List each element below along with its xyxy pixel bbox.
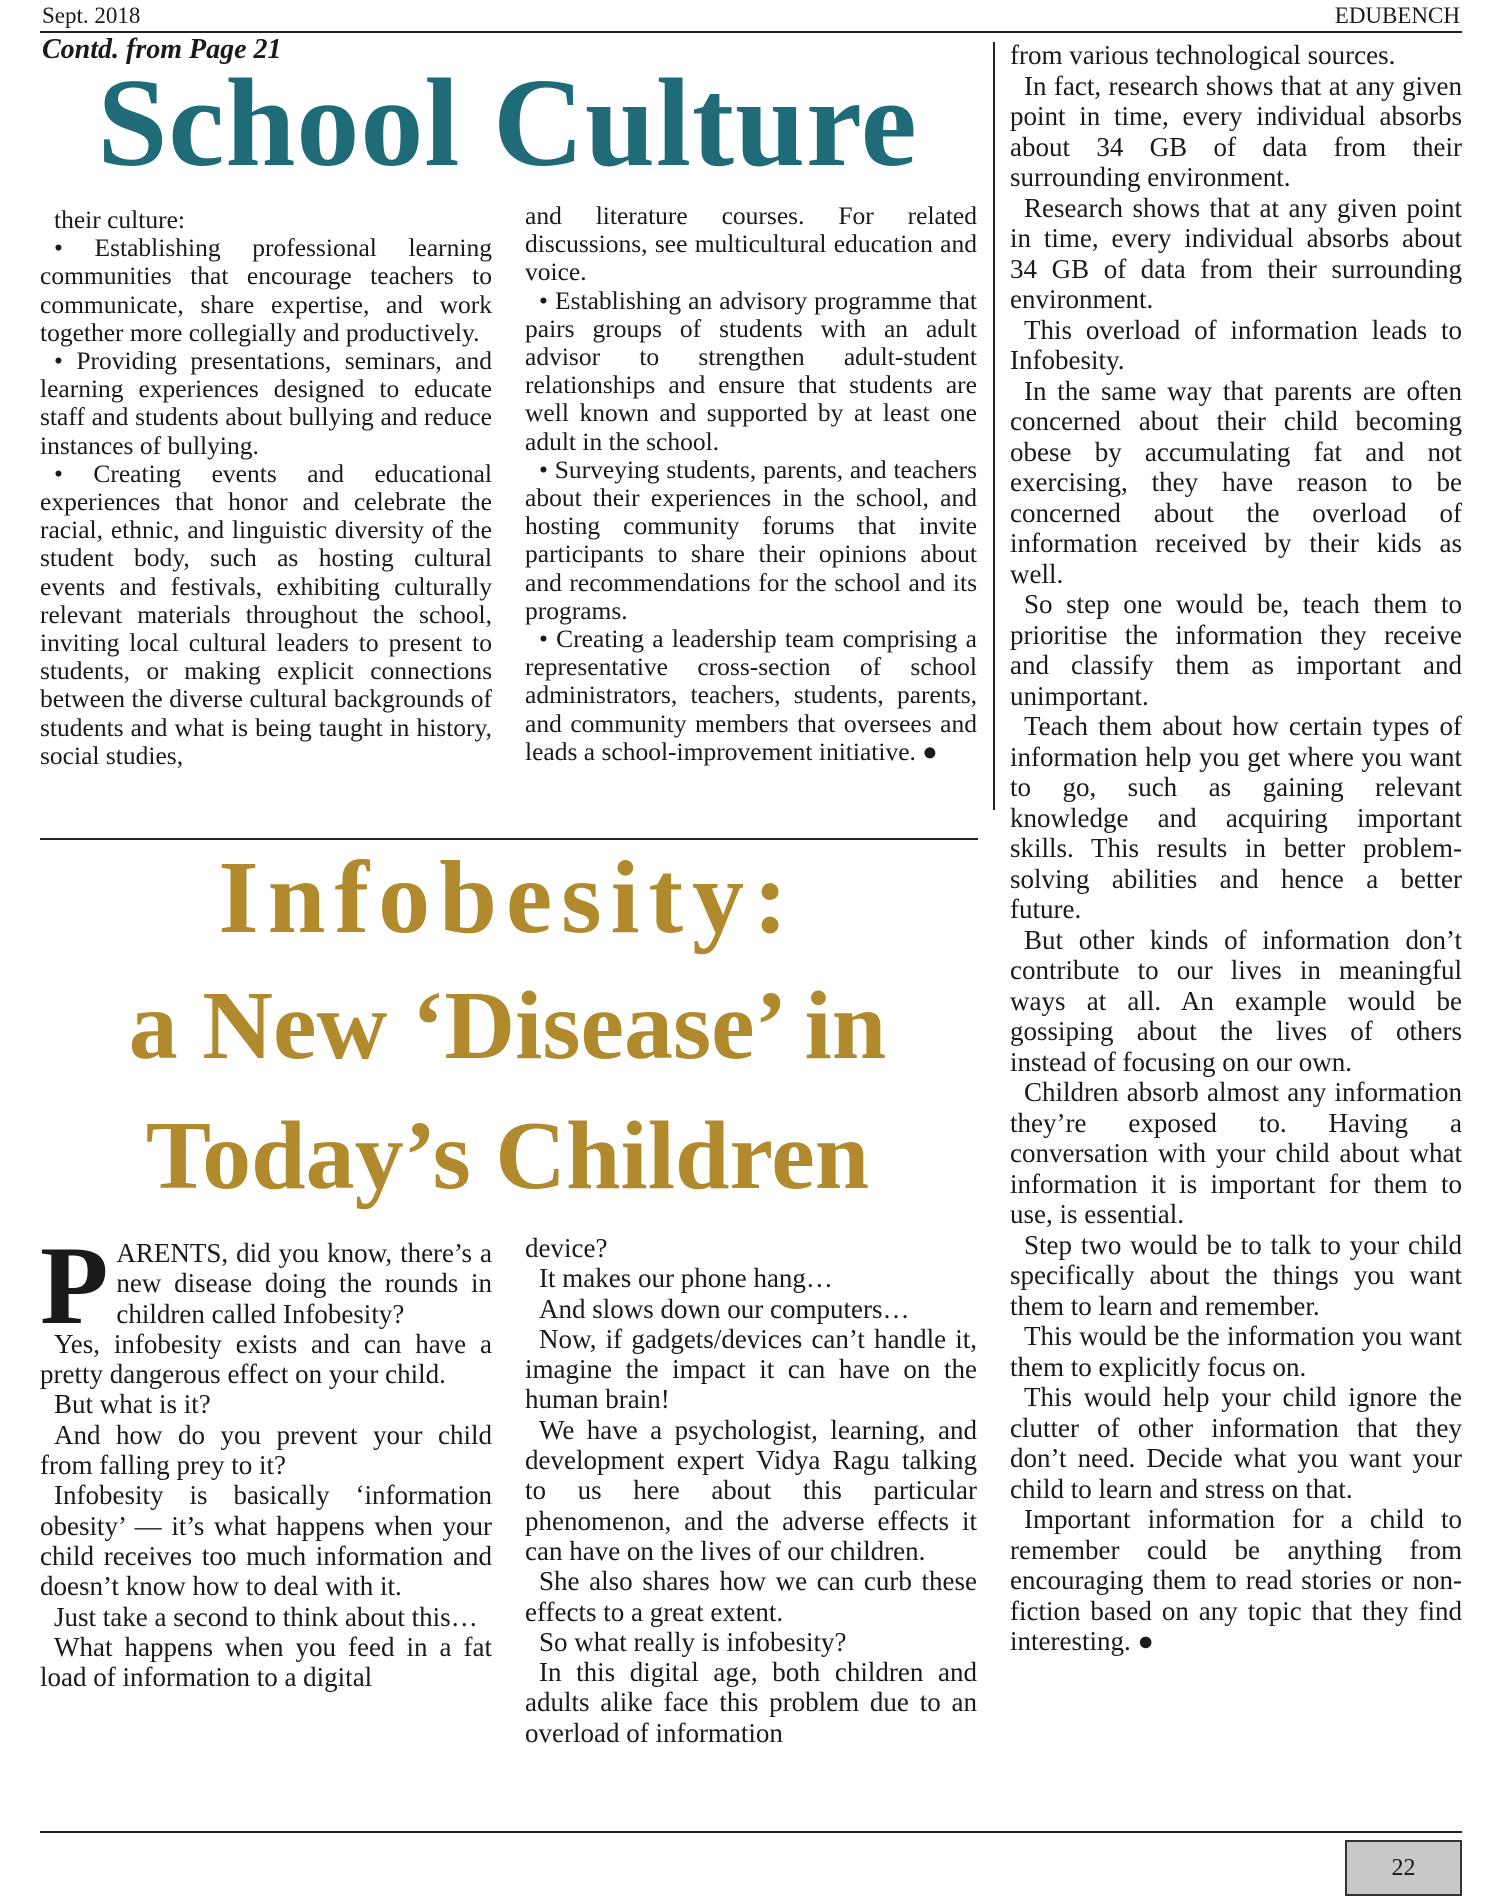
school-culture-title: School Culture xyxy=(97,54,918,193)
paragraph: • Creating events and educational experiences that honor and celebrate the racial, ethnic, and linguistic diversity of the student body, such as hosting cultural events and festivals, exhibiting culturally relevant materials throughout the school, inviting local cultural leaders to present to students, or making explicit connections between the diverse cultural backgrounds of students and what is being taught in history, social studies, xyxy=(40,458,492,770)
paragraph: This would help your child ignore the clutter of other information that they don’t need. Decide what you want your child to learn and stress on that. xyxy=(1010,1382,1462,1504)
school-culture-column-2 xyxy=(525,202,977,766)
paragraph: This would be the information you want them to explicitly focus on. xyxy=(1010,1321,1462,1382)
paragraph: Children absorb almost any information they’re exposed to. Having a conversation with your child about what information it is important for them to use, is essential. xyxy=(1010,1077,1462,1229)
paragraph: In this digital age, both children and adults alike face this problem due to an overload of information xyxy=(525,1657,977,1748)
paragraph: • Creating a leadership team comprising a representative cross-section of school administrators, teachers, students, parents, and community members that oversees and leads a school-improvement initiative. ● xyxy=(525,624,977,766)
paragraph: So what really is infobesity? xyxy=(539,1626,847,1657)
school-culture-column-1 xyxy=(40,206,492,770)
publication-name: EDUBENCH xyxy=(1334,3,1460,28)
paragraph: • Providing presentations, seminars, and learning experiences designed to educate staff and students about bullying and reduce instances of bullying. xyxy=(40,346,492,460)
paragraph: But what is it? xyxy=(54,1389,211,1420)
paragraph: What happens when you feed in a fat load of information to a digital xyxy=(40,1631,492,1693)
paragraph: and literature courses. For related discussions, see multicultural education and voice. xyxy=(525,201,977,287)
paragraph: We have a psychologist, learning, and development expert Vidya Ragu talking to us here about this particular phenomenon, and the adverse effects it can have on the lives of our children. xyxy=(525,1414,977,1566)
paragraph: Now, if gadgets/devices can’t handle it, imagine the impact it can have on the human brain! xyxy=(525,1323,977,1415)
issue-date: Sept. 2018 xyxy=(42,3,141,28)
header-rule xyxy=(40,31,1462,33)
column-separator xyxy=(993,42,995,810)
opening-text: ARENTS, did you know, there’s a new disease doing the rounds in children called Infobesity? xyxy=(116,1238,492,1329)
paragraph: their culture: xyxy=(54,205,185,234)
paragraph: from various technological sources. xyxy=(1010,40,1396,70)
paragraph: In fact, research shows that at any given point in time, every individual absorbs about 34 GB of data from their surrounding environment. xyxy=(1010,70,1462,192)
paragraph: And slows down our computers… xyxy=(539,1293,910,1324)
paragraph: Just take a second to think about this… xyxy=(54,1601,478,1632)
paragraph: This overload of information leads to Infobesity. xyxy=(1010,314,1462,375)
paragraph: Teach them about how certain types of information help you get where you want to go, such as gaining relevant knowledge and acquiring important skills. This results in better problem-solving abilities and hence a better future. xyxy=(1010,711,1462,924)
infobesity-column-1 xyxy=(40,1224,492,1693)
drop-cap: P xyxy=(40,1224,109,1348)
paragraph: In the same way that parents are often concerned about their child becoming obese by accumulating fat and not exercising, they have reason to be concerned about the overload of information received by their kids as well. xyxy=(1010,375,1462,589)
paragraph: And how do you prevent your child from falling prey to it? xyxy=(40,1419,492,1481)
paragraph: So step one would be, teach them to prioritise the information they receive and classify them as important and unimportant. xyxy=(1010,589,1462,711)
paragraph: • Establishing professional learning communities that encourage teachers to communicate, share expertise, and work together more collegially and productively. xyxy=(40,233,492,347)
paragraph: Research shows that at any given point in time, every individual absorbs about 34 GB of data from their surrounding environment. xyxy=(1010,192,1462,314)
paragraph: • Surveying students, parents, and teachers about their experiences in the school, and hosting community forums that invite participants to share their opinions about and recommendations for the school and its programs. xyxy=(525,454,977,625)
paragraph: But other kinds of information don’t contribute to our lives in meaningful ways at all. An example would be gossiping about the lives of others instead of focusing on our own. xyxy=(1010,924,1462,1077)
paragraph: She also shares how we can curb these effects to a great extent. xyxy=(525,1566,977,1627)
continued-note: Contd. from Page 21 xyxy=(42,34,282,65)
paragraph: It makes our phone hang… xyxy=(539,1263,833,1294)
page-number: 22 xyxy=(1345,1840,1462,1896)
infobesity-column-2 xyxy=(525,1233,977,1748)
footer-rule xyxy=(40,1831,1462,1833)
infobesity-title-line-2: a New ‘Disease’ in xyxy=(128,972,887,1080)
paragraph: Step two would be to talk to your child specifically about the things you want them to learn and remember. xyxy=(1010,1229,1462,1321)
infobesity-title-line-1: Infobesity: xyxy=(218,840,797,955)
paragraph: Yes, infobesity exists and can have a pretty dangerous effect on your child. xyxy=(40,1328,492,1390)
paragraph: • Establishing an advisory programme that pairs groups of students with an adult advisor to strengthen adult-student relationships and ensure that students are well known and supported by at least one adult in the school. xyxy=(525,285,977,456)
infobesity-title-line-3: Today’s Children xyxy=(145,1102,870,1210)
infobesity-right-column xyxy=(1010,40,1462,1657)
opening-paragraph xyxy=(40,1224,492,1348)
paragraph: Infobesity is basically ‘information obesity’ — it’s what happens when your child receives too much information and doesn’t know how to deal with it. xyxy=(40,1480,492,1602)
paragraph: device? xyxy=(525,1233,608,1263)
paragraph: Important information for a child to remember could be anything from encouraging them to read stories or non-fiction based on any topic that they find interesting. ● xyxy=(1010,1504,1462,1656)
